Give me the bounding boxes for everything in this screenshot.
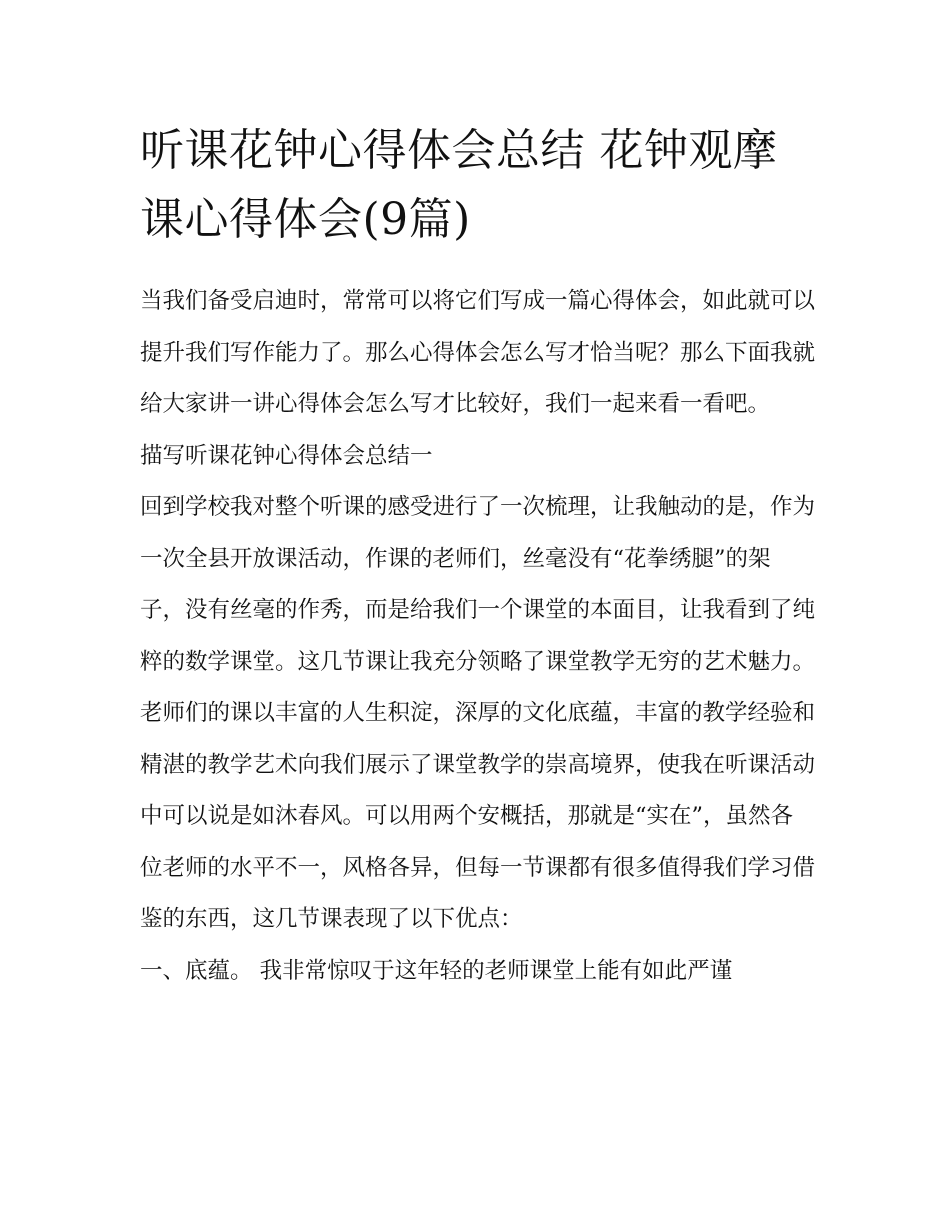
- body-paragraph: 回到学校我对整个听课的感受进行了一次梳理，让我触动的是，作为一次全县开放课活动，作课的老师们，丝毫没有“花拳绣腿”的架子，没有丝毫的作秀，而是给我们一个课堂的本面目，让我看到了纯粹的数学课堂。这几节课让我充分领略了课堂教学无穷的艺术魅力。老师们的课以丰富的人生积淀，深厚的文化底蕴，丰富的教学经验和精湛的教学艺术向我们展示了课堂教学的崇高境界，使我在听课活动中可以说是如沐春风。可以用两个安概括，那就是“实在”，虽然各位老师的水平不一，风格各异，但每一节课都有很多值得我们学习借鉴的东西，这几节课表现了以下优点：: [140, 494, 816, 932]
- body-paragraph-cutoff: 一、底蕴。 我非常惊叹于这年轻的老师课堂上能有如此严谨: [140, 957, 733, 984]
- document-title: 听课花钟心得体会总结 花钟观摩课心得体会(9篇): [140, 125, 778, 245]
- section-heading: 描写听课花钟心得体会总结一: [140, 442, 433, 469]
- intro-paragraph: 当我们备受启迪时，常常可以将它们写成一篇心得体会，如此就可以提升我们写作能力了。那么心得体会怎么写才恰当呢？那么下面我就给大家讲一讲心得体会怎么写才比较好，我们一起来看一看吧。: [140, 288, 816, 417]
- document-body: [140, 276, 815, 997]
